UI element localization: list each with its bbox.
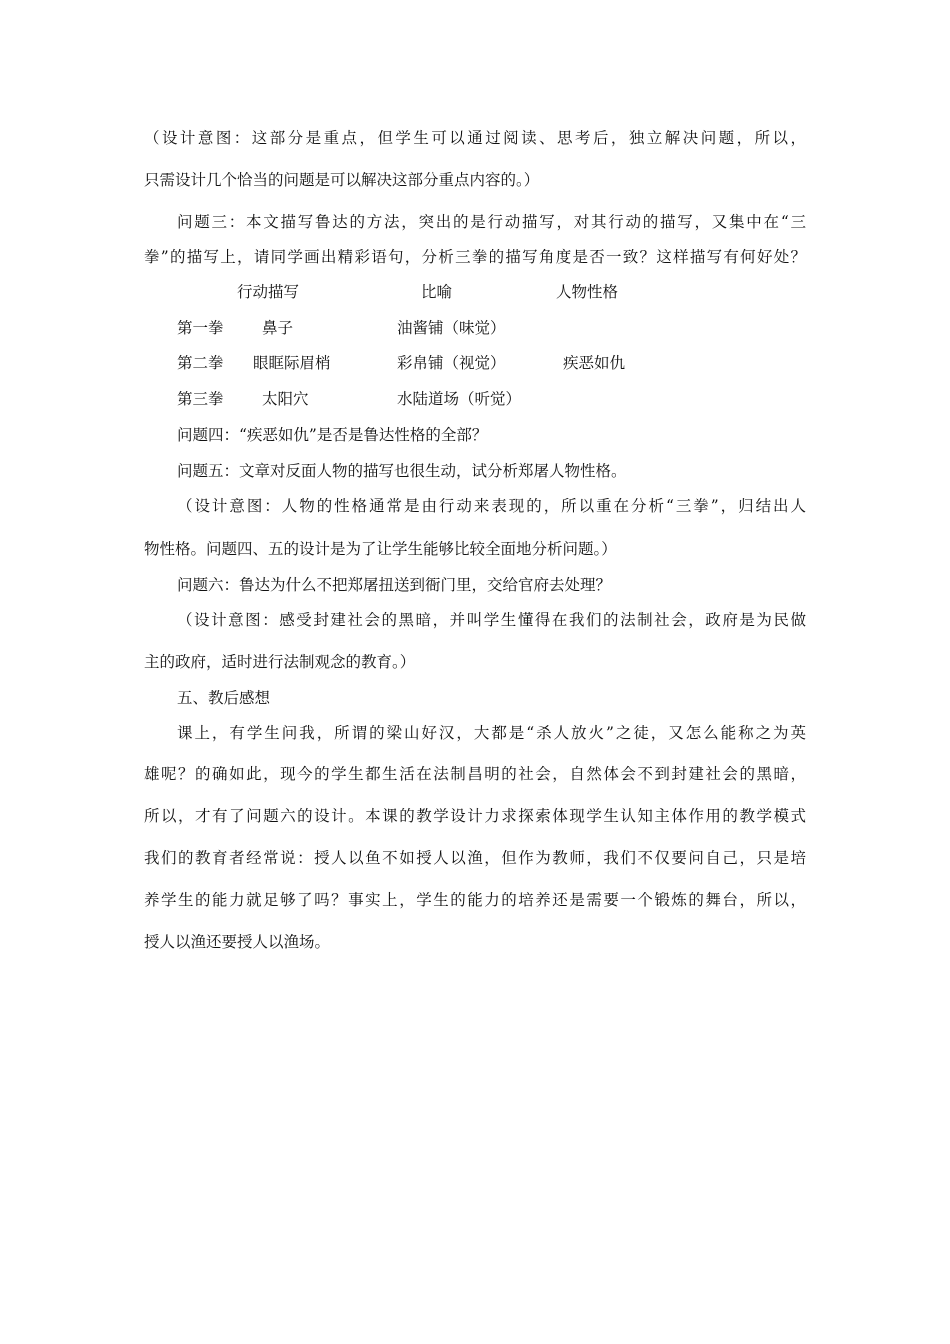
table-cell-action: 鼻子	[262, 319, 294, 337]
table-cell-trait: 疾恶如仇	[563, 354, 626, 372]
reflection-line-3: 所以，才有了问题六的设计。本课的教学设计力求探索体现学生认知主体作用的教学模式	[144, 807, 806, 825]
question-3-line-1: 问题三：本文描写鲁达的方法，突出的是行动描写，对其行动的描写，又集中在“三	[177, 213, 806, 231]
question-5: 问题五：文章对反面人物的描写也很生动，试分析郑屠人物性格。	[177, 462, 627, 480]
question-6: 问题六：鲁达为什么不把郑屠扭送到衙门里，交给官府去处理？	[177, 576, 612, 594]
question-4: 问题四：“疾恶如仇”是否是鲁达性格的全部？	[177, 426, 488, 444]
table-row-label: 第二拳	[177, 354, 224, 372]
table-cell-metaphor: 油酱铺（味觉）	[397, 319, 506, 337]
table-header-action: 行动描写	[237, 283, 300, 301]
design-intent-3-line-1: （设计意图：感受封建社会的黑暗，并叫学生懂得在我们的法制社会，政府是为民做	[177, 611, 806, 629]
table-header-metaphor: 比喻	[421, 283, 453, 301]
question-3-line-2: 拳”的描写上，请同学画出精彩语句，分析三拳的描写角度是否一致？这样描写有何好处？	[144, 248, 806, 266]
table-cell-action: 太阳穴	[262, 390, 309, 408]
reflection-line-5: 养学生的能力就足够了吗？事实上，学生的能力的培养还是需要一个锻炼的舞台，所以，	[144, 891, 806, 909]
design-intent-2-line-2: 物性格。问题四、五的设计是为了让学生能够比较全面地分析问题。）	[144, 540, 617, 558]
table-row-label: 第一拳	[177, 319, 224, 337]
table-cell-metaphor: 水陆道场（听觉）	[397, 390, 522, 408]
reflection-line-4: 我们的教育者经常说：授人以鱼不如授人以渔，但作为教师，我们不仅要问自己，只是培	[144, 849, 806, 867]
table-row-label: 第三拳	[177, 390, 224, 408]
table-cell-metaphor: 彩帛铺（视觉）	[397, 354, 506, 372]
reflection-line-2: 雄呢？的确如此，现今的学生都生活在法制昌明的社会，自然体会不到封建社会的黑暗，	[144, 765, 806, 783]
section-heading-5: 五、教后感想	[177, 689, 271, 707]
design-intent-1-line-2: 只需设计几个恰当的问题是可以解决这部分重点内容的。）	[144, 171, 540, 189]
design-intent-2-line-1: （设计意图：人物的性格通常是由行动来表现的，所以重在分析“三拳”，归结出人	[177, 497, 806, 515]
design-intent-1-line-1: （设计意图：这部分是重点，但学生可以通过阅读、思考后，独立解决问题，所以，	[144, 129, 806, 147]
reflection-line-1: 课上，有学生问我，所谓的梁山好汉，大都是“杀人放火”之徒，又怎么能称之为英	[177, 724, 806, 742]
reflection-line-6: 授人以渔还要授人以渔场。	[144, 933, 331, 951]
table-cell-action: 眼眶际眉梢	[253, 354, 331, 372]
table-header-trait: 人物性格	[556, 283, 619, 301]
design-intent-3-line-2: 主的政府，适时进行法制观念的教育。）	[144, 653, 416, 671]
